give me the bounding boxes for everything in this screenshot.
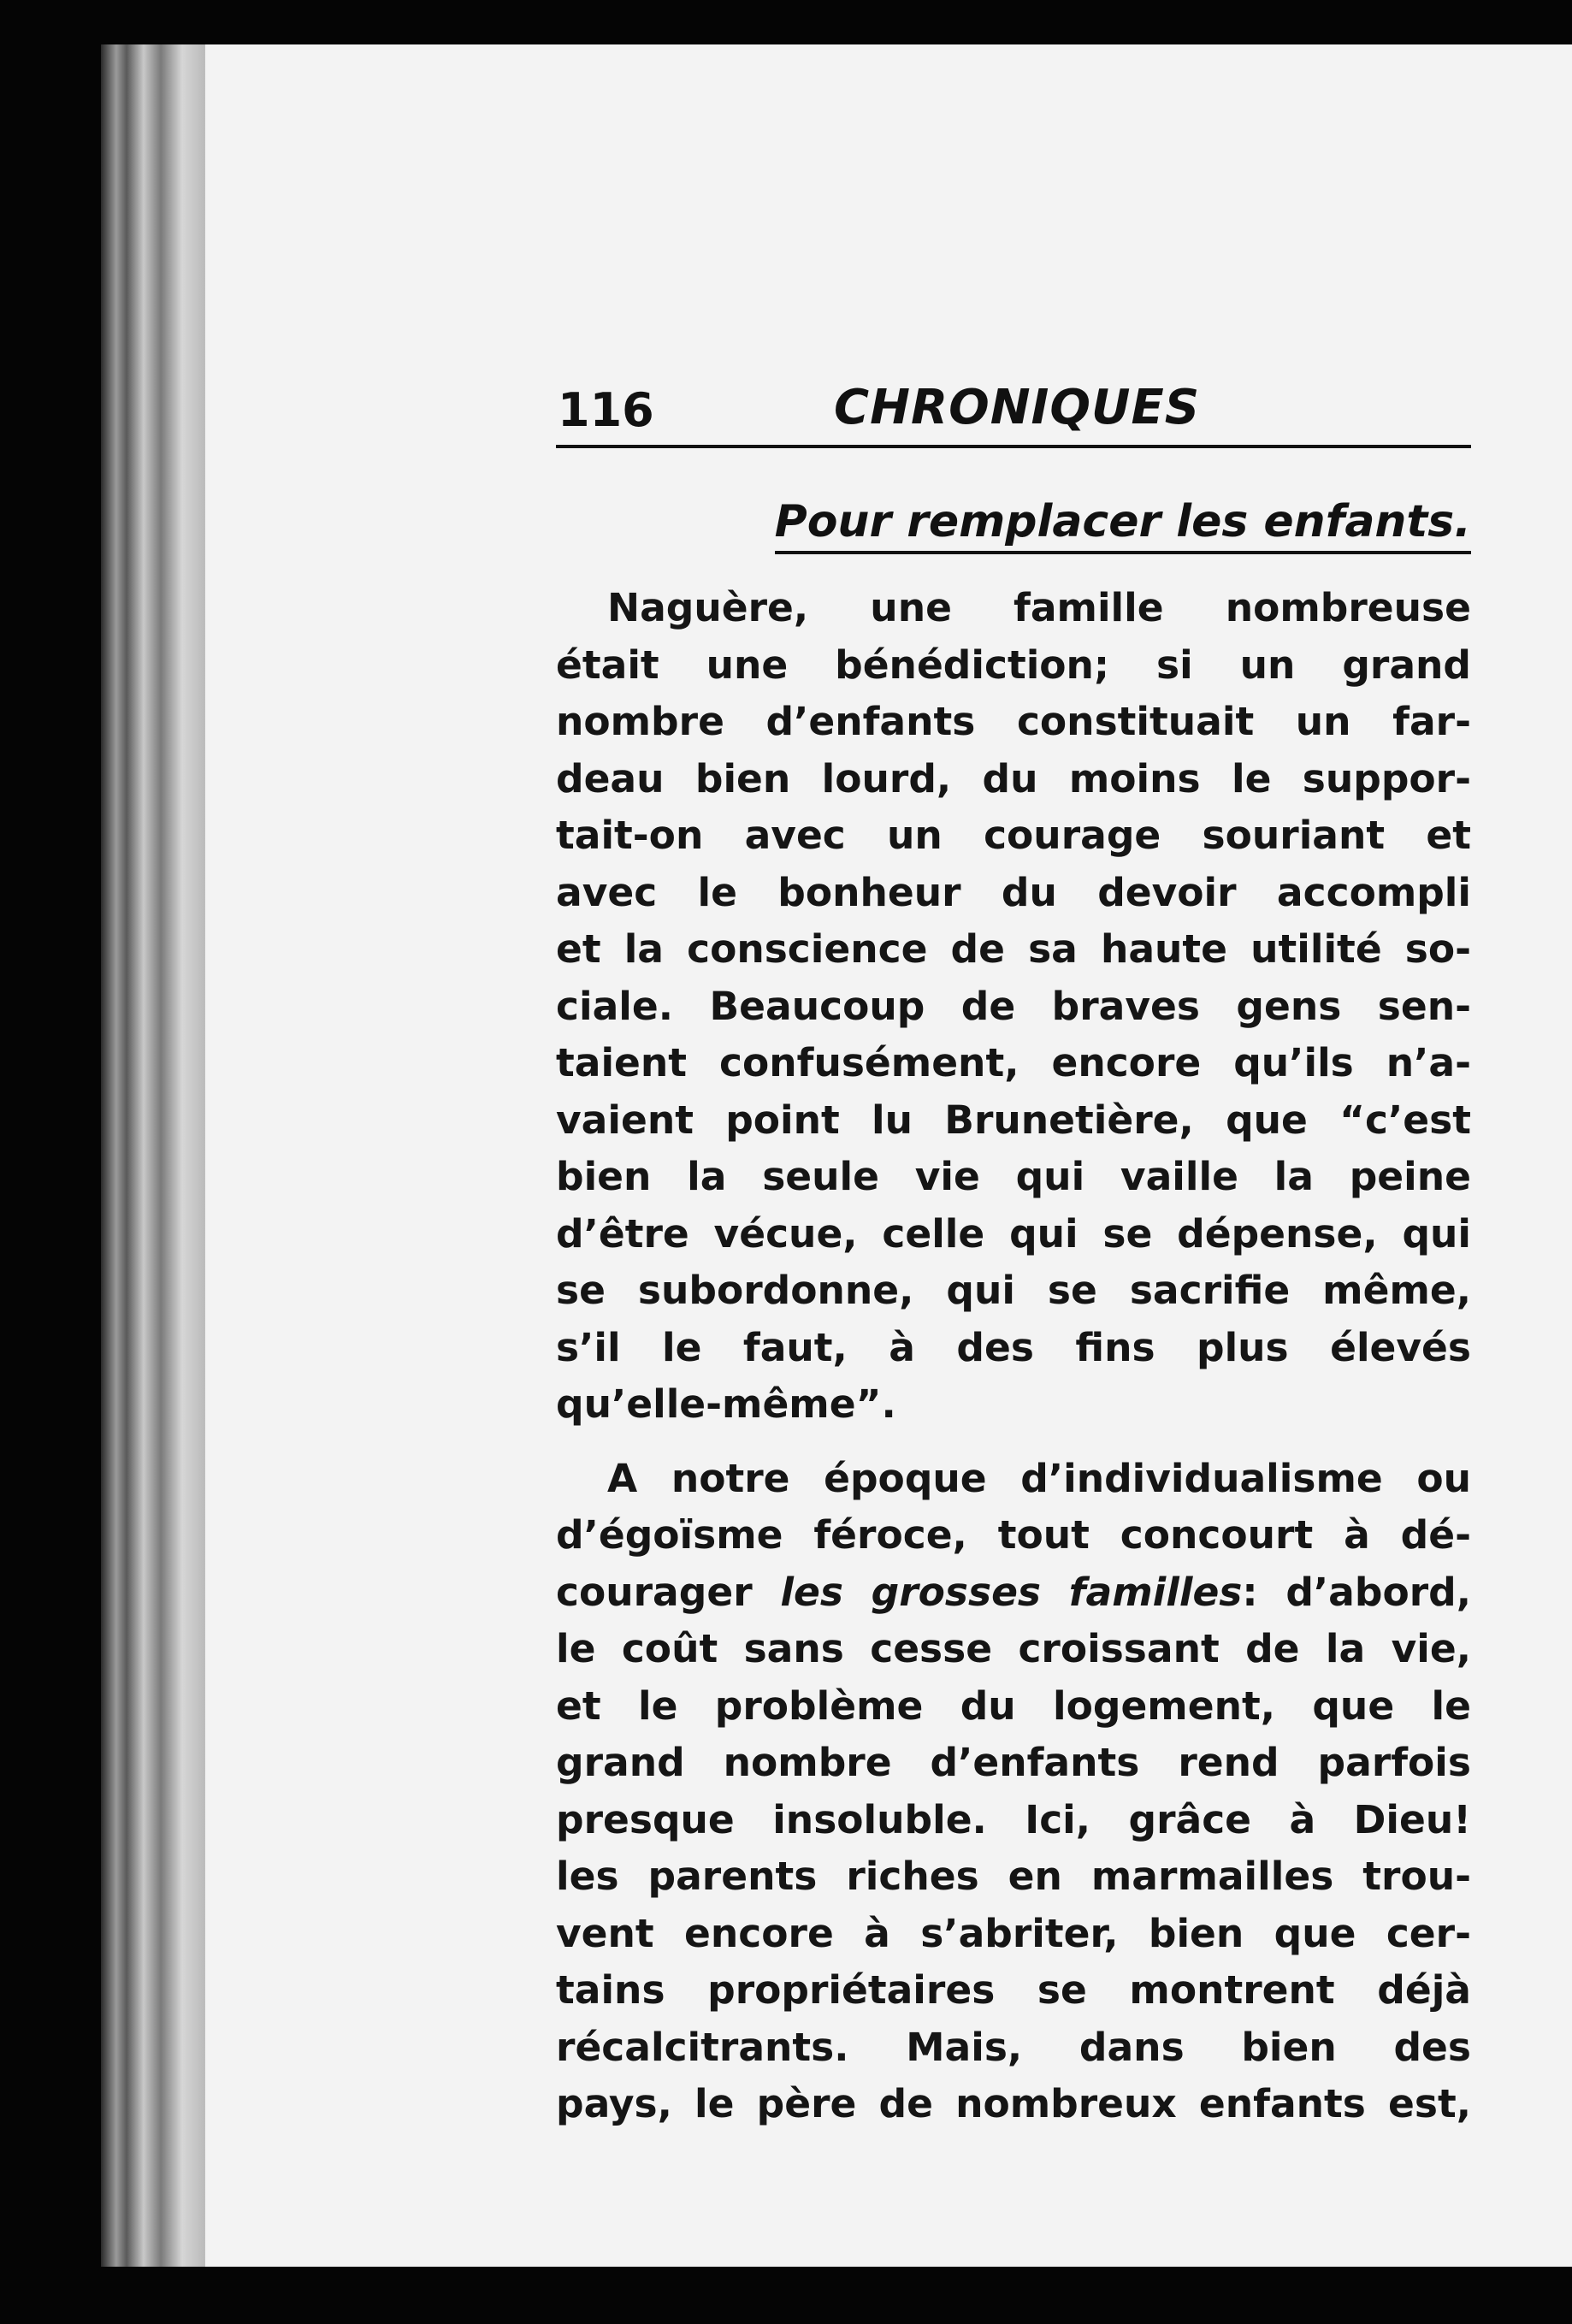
- text-line: et la conscience de sa haute utilité so-: [556, 926, 1471, 972]
- running-header: [556, 376, 1471, 448]
- text-line: s’il le faut, à des fins plus élevés: [556, 1324, 1471, 1370]
- page-number: 116: [558, 383, 654, 437]
- text-line-with-italic: [556, 1564, 1471, 1622]
- text-line: qu’elle-même”.: [556, 1381, 896, 1427]
- text-line: le coût sans cesse croissant de la vie,: [556, 1626, 1471, 1671]
- text-line: Naguère, une famille nombreuse: [607, 585, 1471, 630]
- text-line: bien la seule vie qui vaille la peine: [556, 1154, 1471, 1199]
- text-line: récalcitrants. Mais, dans bien des: [556, 2024, 1471, 2070]
- text-line: ciale. Beaucoup de braves gens sen-: [556, 983, 1471, 1029]
- text-line: vaient point lu Brunetière, que “c’est: [556, 1097, 1471, 1143]
- paragraph-1: [556, 580, 1471, 1434]
- article-title: [556, 496, 1471, 554]
- text-line: presque insoluble. Ici, grâce à Dieu!: [556, 1796, 1471, 1842]
- paragraph-2: [556, 1451, 1471, 2133]
- text-line: taient confusément, encore qu’ils n’a-: [556, 1040, 1471, 1085]
- page-content: [556, 376, 1471, 2150]
- text-line: se subordonne, qui se sacrifie même,: [556, 1268, 1471, 1313]
- text-line: deau bien lourd, du moins le suppor-: [556, 755, 1471, 801]
- text-line: avec le bonheur du devoir accompli: [556, 869, 1471, 915]
- article-title-text: Pour remplacer les enfants.: [775, 496, 1471, 554]
- text-line: vent encore à s’abriter, bien que cer-: [556, 1910, 1471, 1956]
- text-line: tains propriétaires se montrent déjà: [556, 1967, 1471, 2013]
- text-line: et le problème du logement, que le: [556, 1682, 1471, 1729]
- text-line: grand nombre d’enfants rend parfois: [556, 1740, 1471, 1785]
- text-line: A notre époque d’individualisme ou: [607, 1455, 1471, 1501]
- text-line: les parents riches en marmailles trou-: [556, 1854, 1471, 1899]
- text-line: pays, le père de nombreux enfants est,: [556, 2081, 1471, 2126]
- running-title: CHRONIQUES: [834, 380, 1201, 435]
- text-line: d’être vécue, celle qui se dépense, qui: [556, 1210, 1471, 1257]
- article-body: [556, 580, 1471, 2133]
- text-line: tait-on avec un courage souriant et: [556, 813, 1471, 858]
- italic-phrase: les grosses familles: [780, 1569, 1243, 1615]
- text-line: d’égoïsme féroce, tout concourt à dé-: [556, 1512, 1471, 1558]
- text-line: était une bénédiction; si un grand: [556, 642, 1471, 688]
- text-line: nombre d’enfants constituait un far-: [556, 699, 1471, 744]
- text-segment: : d’abord,: [1242, 1569, 1471, 1615]
- text-segment: courager: [556, 1569, 781, 1615]
